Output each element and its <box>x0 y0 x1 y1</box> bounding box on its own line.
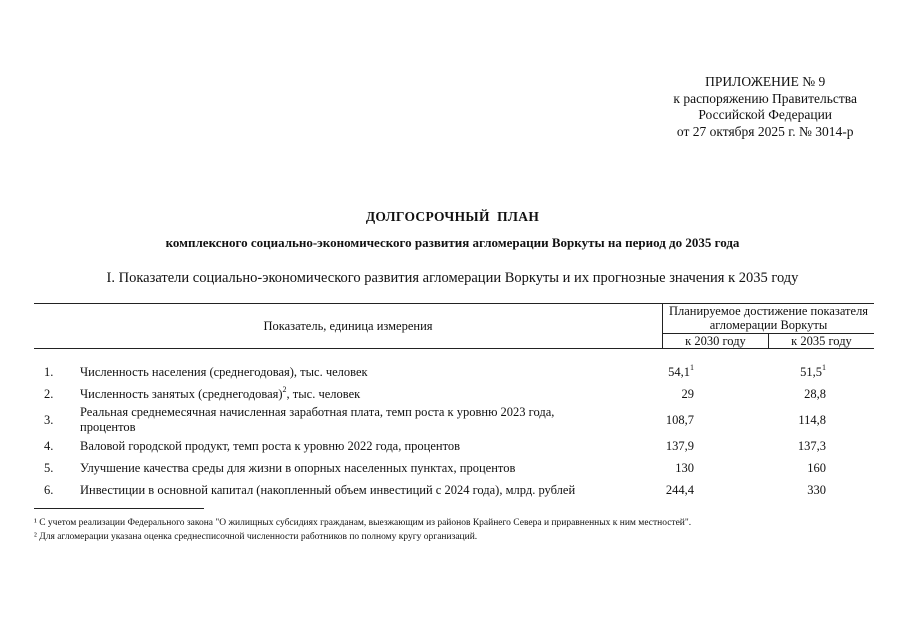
row-value-2035: 330 <box>807 482 826 497</box>
row-number: 6. <box>44 482 54 497</box>
table-row <box>34 435 874 457</box>
row-number: 1. <box>44 364 54 379</box>
row-value-2035: 28,8 <box>804 386 826 401</box>
header-indicator: Показатель, единица измерения <box>34 304 663 349</box>
row-value-2030: 54,1$^1$ <box>668 362 694 379</box>
row-number: 4. <box>44 438 54 453</box>
appendix-number: ПРИЛОЖЕНИЕ № 9 <box>705 74 826 89</box>
footnote-2: ² Для агломерации указана оценка среднесписочной численности работников по полному кругу организаций. <box>34 532 478 542</box>
footnote-1: ¹ С учетом реализации Федерального закона "О жилищных субсидиях гражданам, выезжающим из районов Крайнего Севера и приравненных к ним местностей". <box>34 518 692 528</box>
appendix-order-ref: к распоряжению Правительства <box>673 90 857 106</box>
row-value-2030: 244,4 <box>665 482 694 497</box>
document-title: ДОЛГОСРОЧНЫЙ ПЛАН <box>365 209 540 224</box>
row-indicator: Реальная среднемесячная начисленная заработная плата, темп роста к уровню 2023 года, процентов <box>80 405 555 434</box>
table-row <box>34 457 874 479</box>
row-indicator: Инвестиции в основной капитал (накопленный объем инвестиций с 2024 года), млрд. рублей <box>80 482 576 497</box>
table-row <box>34 361 874 383</box>
table-row <box>34 405 874 435</box>
table-row <box>34 383 874 405</box>
appendix-date: от 27 октября 2025 г. № 3014-р <box>676 123 854 139</box>
header-2035: к 2035 году <box>769 333 875 348</box>
appendix-authority: Российской Федерации <box>698 107 833 122</box>
row-value-2035: 51,5$^1$ <box>800 362 826 379</box>
row-value-2030: 29 <box>681 386 694 401</box>
row-value-2035: 114,8 <box>798 412 826 427</box>
row-value-2030: 108,7 <box>665 412 694 427</box>
footnotes <box>34 516 691 544</box>
row-value-2030: 130 <box>675 460 694 475</box>
appendix-header <box>673 74 857 140</box>
header-plan: Планируемое достижение показателя агломерации Воркуты <box>663 304 875 334</box>
row-number: 2. <box>44 386 54 401</box>
section-title: I. Показатели социально-экономического развития агломерации Воркуты и их прогнозные значения к 2035 году <box>106 270 799 286</box>
row-number: 3. <box>44 412 54 427</box>
document-subtitle: комплексного социально-экономического развития агломерации Воркуты на период до 2035 года <box>165 235 740 250</box>
footnote-divider <box>34 508 204 509</box>
indicators-body <box>34 361 874 501</box>
row-value-2035: 137,3 <box>797 438 826 453</box>
row-indicator: Улучшение качества среды для жизни в опорных населенных пунктах, процентов <box>80 460 516 475</box>
table-row <box>34 479 874 501</box>
row-number: 5. <box>44 460 54 475</box>
header-2030: к 2030 году <box>663 333 769 348</box>
row-indicator: Численность населения (среднегодовая), тыс. человек <box>80 364 368 379</box>
row-value-2030: 137,9 <box>665 438 694 453</box>
row-indicator: Валовой городской продукт, темп роста к уровню 2022 года, процентов <box>80 438 461 453</box>
row-indicator: Численность занятых (среднегодовая)$^2$, тыс. человек <box>80 384 361 401</box>
row-value-2035: 160 <box>807 460 826 475</box>
